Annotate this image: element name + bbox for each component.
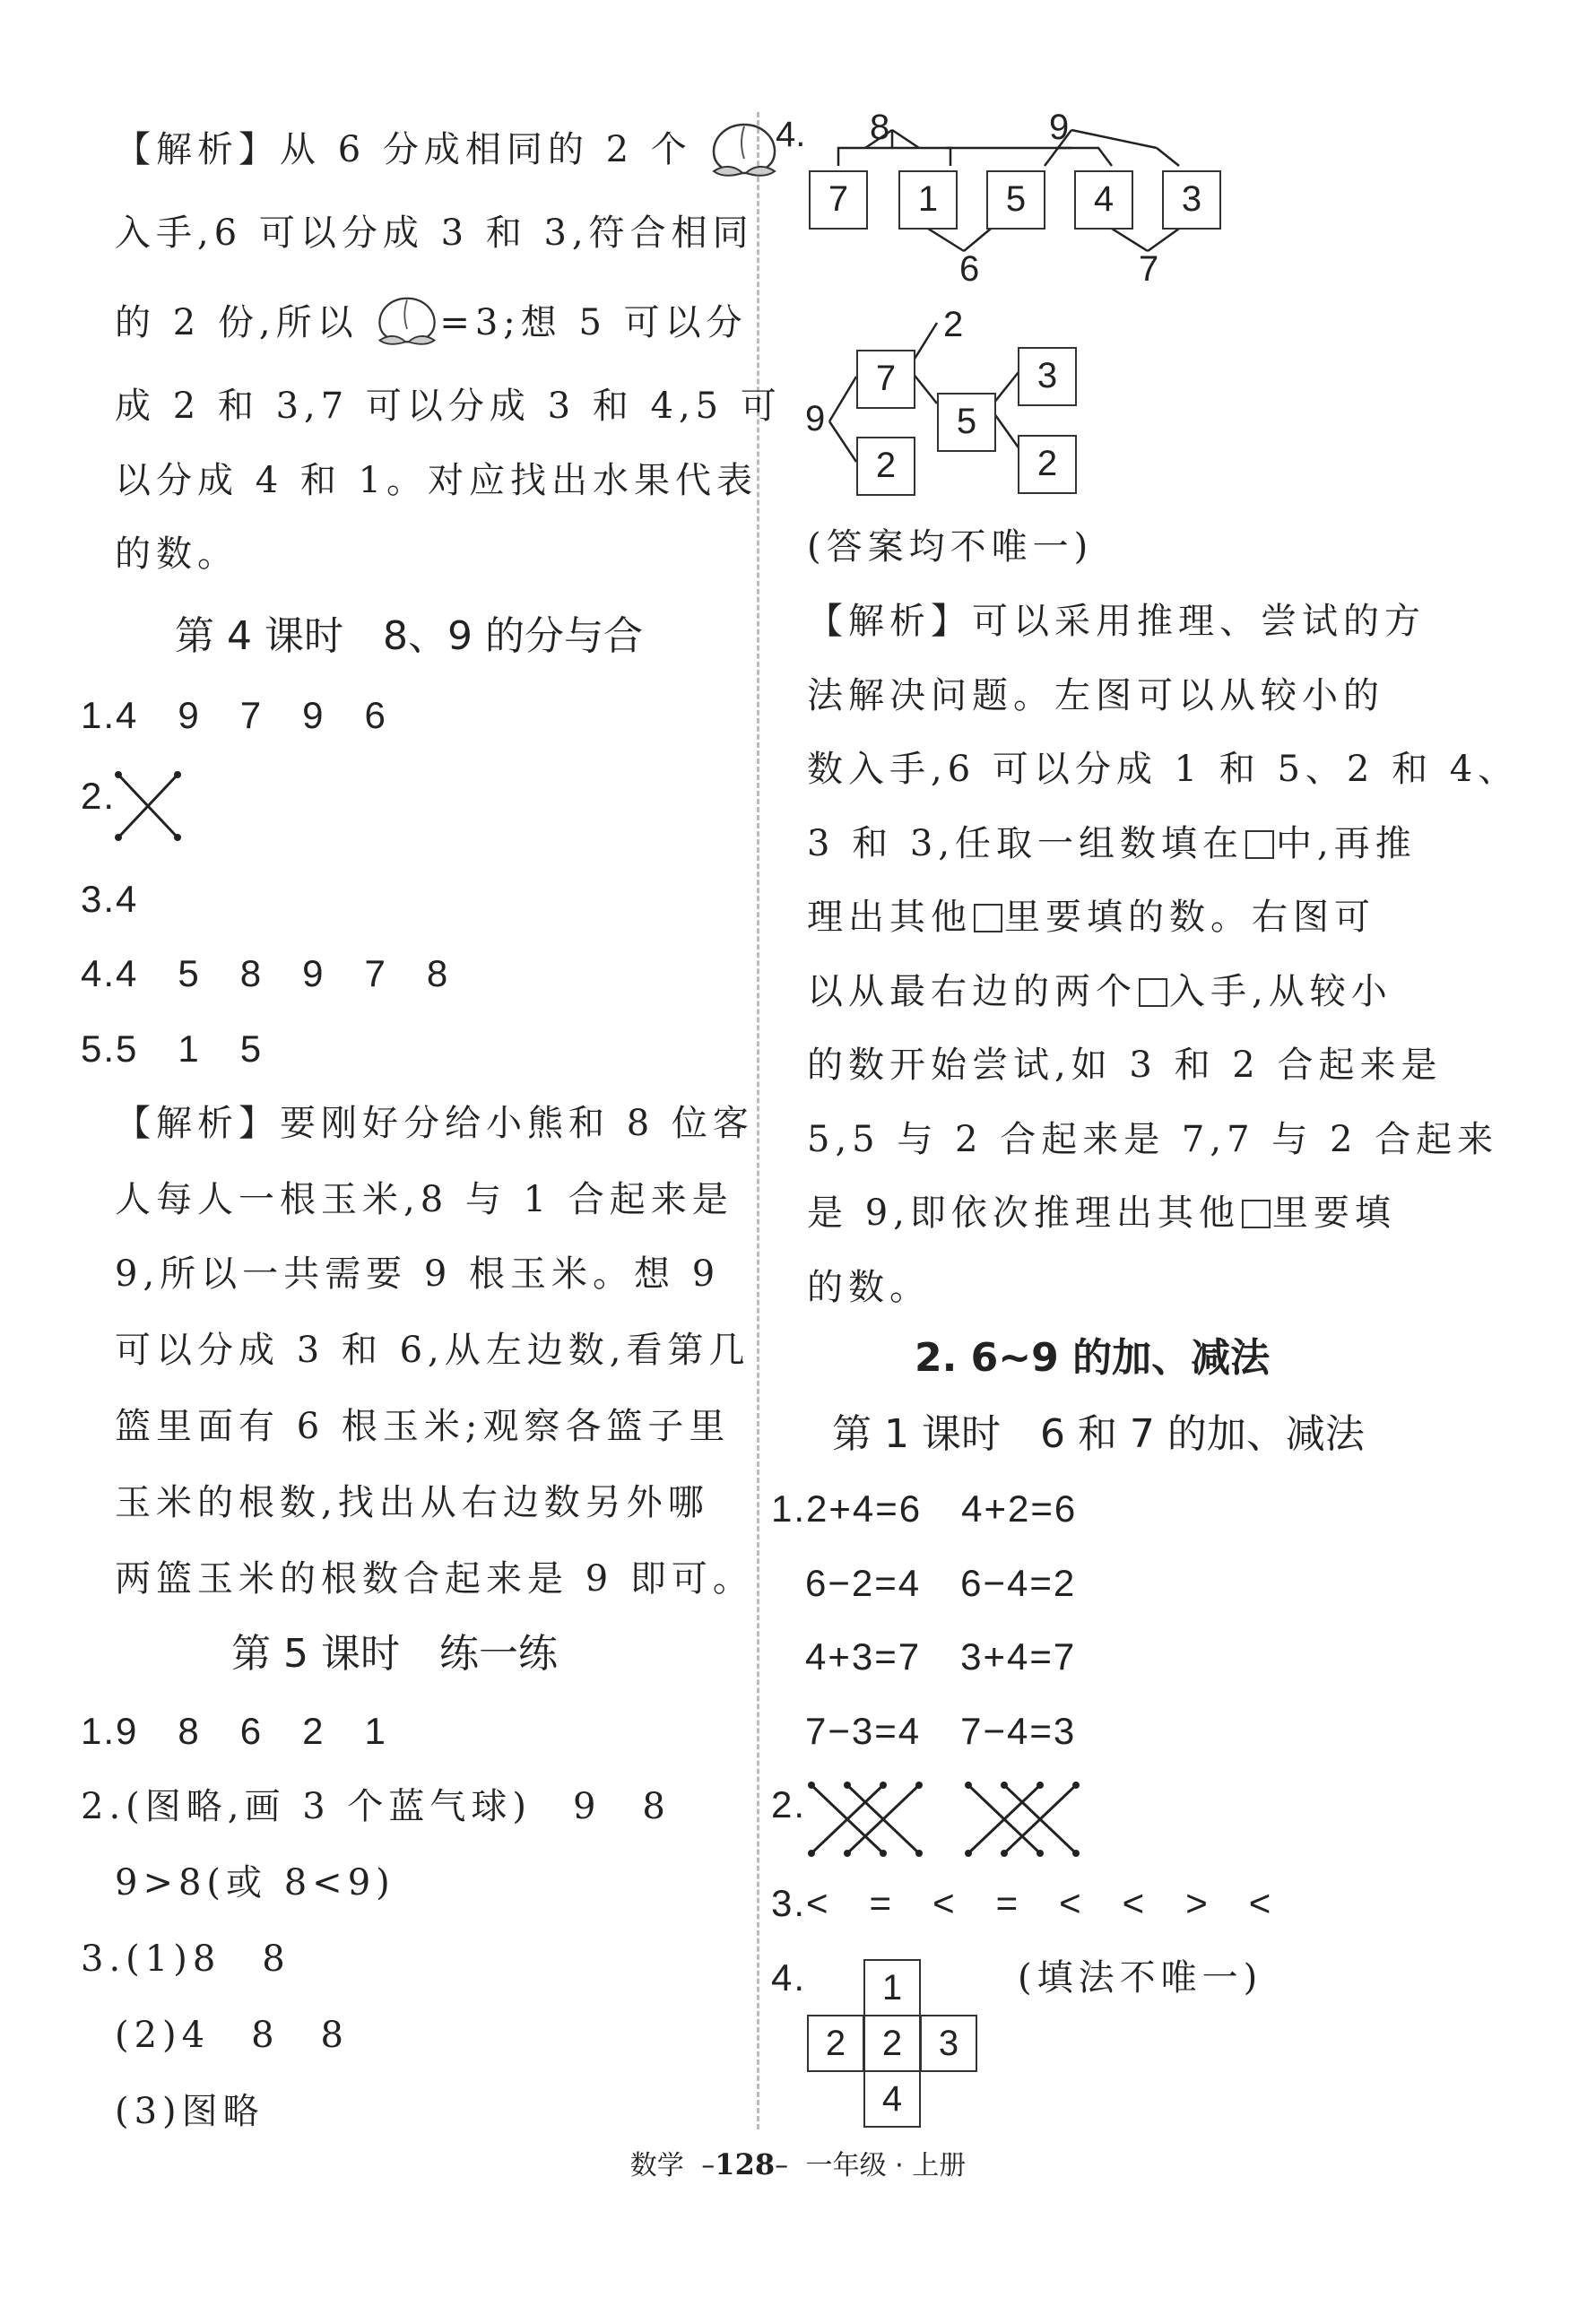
q4-box: 7 [809,170,868,230]
r4-cell: 3 [920,2015,977,2072]
r1-line: 4+3=7 3+4=7 [805,1635,1077,1678]
analysis3-line: 【解析】可以采用推理、尝试的方 [807,601,1426,642]
analysis1-line: 入手,6 可以分成 3 和 3,符合相同 [115,212,754,254]
empty-box-icon [1242,1200,1271,1228]
l5-answer-2: 2.(图略,画 3 个蓝气球) 9 8 [81,1786,671,1827]
q4-box: 4 [1074,170,1133,230]
q4b-top-number: 2 [943,305,964,344]
r1-line: 1.2+4=6 4+2=6 [771,1487,1078,1530]
q4-bottom-number: 6 [959,249,980,289]
l5-answer-3: 3.(1)8 8 [81,1938,291,1980]
analysis3-line: 以从最右边的两个 入手,从较小 [807,971,1392,1012]
analysis3-line: 是 9,即依次推理出其他 里要填 [807,1192,1396,1234]
l4-answer-1: 1.4 9 7 9 6 [81,694,387,736]
analysis3-line: 的数开始尝试,如 3 和 2 合起来是 [807,1045,1443,1086]
lesson4-title: 第 4 课时 8、9 的分与合 [175,613,643,659]
r3-answer: 3.< = < = < < > < [771,1882,1273,1924]
footer-page: –128– [701,2147,789,2181]
peach-icon [708,117,780,180]
r4-cell: 2 [863,2015,921,2072]
analysis3-line: 理出其他 里要填的数。右图可 [807,897,1375,938]
analysis2-line: 9,所以一共需要 9 根玉米。想 9 [115,1253,721,1295]
q4b-left-number: 9 [805,399,826,438]
q4-top-number: 8 [870,108,890,147]
footer-subject: 数学 [629,2150,684,2181]
l5-answer-2b: 9>8(或 8<9) [115,1862,395,1903]
footer-grade: 一年级 · 上册 [805,2150,967,2181]
q4-box: 5 [986,170,1045,230]
note-not-unique: (答案均不唯一) [807,526,1094,568]
analysis2-line: 【解析】要刚好分给小熊和 8 位客 [115,1103,754,1144]
cross-lines-diagram [108,762,188,843]
q4-label: 4. [776,115,806,154]
q4b-box: 7 [856,350,915,409]
analysis1-line: 的数。 [115,533,239,575]
analysis1-line: 的 2 份,所以 =3;想 5 可以分 [115,296,748,355]
analysis2-line: 玉米的根数,找出从右边数另外哪 [115,1482,709,1523]
q4b-box: 2 [856,437,915,496]
unit-title: 2. 6~9 的加、减法 [915,1335,1271,1381]
analysis3-line: 3 和 3,任取一组数填在 中,再推 [807,823,1417,864]
r2-label: 2. [771,1783,807,1825]
analysis2-line: 两篮玉米的根数合起来是 9 即可。 [115,1558,754,1600]
cross-lines-diagram [802,1780,1098,1860]
q4b-box: 2 [1018,435,1077,494]
l5-answer-1: 1.9 8 6 2 1 [81,1710,387,1752]
analysis2-line: 篮里面有 6 根玉米;观察各篮子里 [115,1406,731,1447]
r4-label: 4. [771,1956,807,1999]
analysis3-line: 的数。 [807,1267,931,1308]
q4-box: 1 [898,170,958,230]
l4-answer-4: 4.4 5 8 9 7 8 [81,952,450,994]
page-footer [0,2143,1596,2182]
r4-note: (填法不唯一) [1018,1957,1263,1999]
analysis3-line: 数入手,6 可以分成 1 和 5、2 和 4、 [807,749,1520,790]
q4b-box: 3 [1018,347,1077,406]
l4-answer-2: 2. [81,775,117,817]
r4-cell: 2 [807,2015,864,2072]
q4-box: 3 [1162,170,1221,230]
analysis2-line: 人每人一根玉米,8 与 1 合起来是 [115,1179,733,1220]
q4b-box: 5 [937,393,996,452]
analysis3-line: 5,5 与 2 合起来是 7,7 与 2 合起来 [807,1119,1499,1160]
r1-line: 7−3=4 7−4=3 [805,1710,1077,1752]
l5-answer-3c: (3)图略 [115,2091,265,2132]
r1-line: 6−2=4 6−4=2 [805,1562,1077,1604]
analysis2-line: 可以分成 3 和 6,从左边数,看第几 [115,1330,750,1371]
peach-icon [375,291,439,350]
q4-top-number: 9 [1049,108,1070,147]
lesson1-title: 第 1 课时 6 和 7 的加、减法 [832,1411,1365,1457]
r4-cell: 4 [863,2070,921,2128]
r4-cell: 1 [863,1959,921,2016]
analysis1-line: 【解析】从 6 分成相同的 2 个 [115,121,780,184]
empty-box-icon [974,904,1002,932]
l4-answer-5: 5.5 1 5 [81,1028,264,1070]
analysis1-line: 成 2 和 3,7 可以分成 3 和 4,5 可 [115,386,782,427]
q4-bottom-number: 7 [1139,249,1159,289]
analysis3-line: 法解决问题。左图可以从较小的 [807,675,1384,716]
l5-answer-3b: (2)4 8 8 [115,2015,350,2056]
empty-box-icon [1139,978,1167,1007]
lesson5-title: 第 5 课时 练一练 [231,1631,558,1677]
l4-answer-3: 3.4 [81,878,139,920]
empty-box-icon [1245,830,1274,859]
analysis1-line: 以分成 4 和 1。对应找出水果代表 [115,460,759,501]
